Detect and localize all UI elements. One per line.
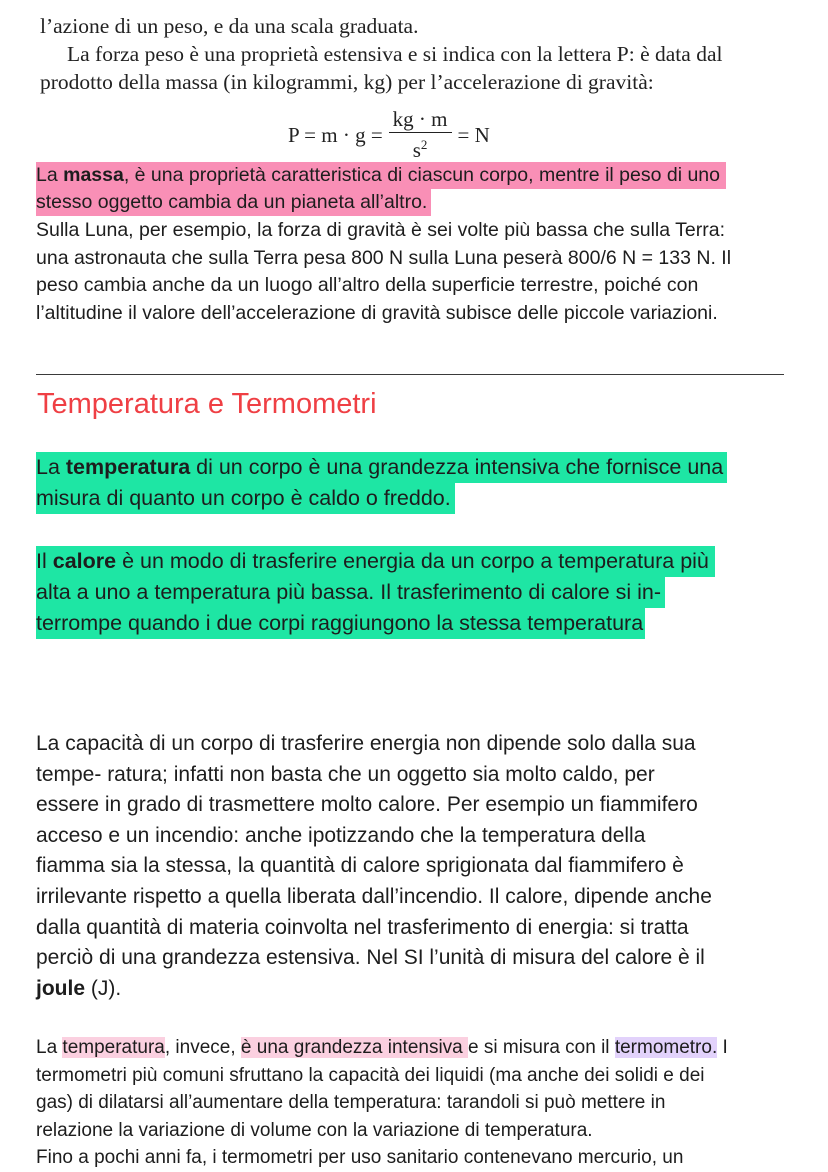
seg-si-misura: e si misura con il (468, 1037, 615, 1058)
seg-grandezza-intensiva: è una grandezza intensiva (240, 1037, 469, 1058)
capacita-paragraph (36, 729, 712, 1004)
capacita-line: essere in grado di trasmettere molto calore. Per esempio un fiammifero (36, 793, 698, 817)
formula-denominator-wrap (413, 133, 428, 162)
seg-temperatura: temperatura (62, 1037, 165, 1058)
joule-bold: joule (36, 976, 86, 1000)
massa-line-2: stesso oggetto cambia da un pianeta all’altro. (36, 189, 431, 216)
intro-line-2: La forza peso è una proprietà estensiva e si indica con la lettera P: è data dal (67, 42, 723, 66)
luna-line-4: l’altitudine il valore dell’accelerazione di gravità subisce delle piccole variazioni. (36, 301, 718, 324)
capacita-line: fiamma sia la stessa, la quantità di calore sprigionata dal fiammifero è (36, 854, 684, 878)
capacita-line: La capacità di un corpo di trasferire energia non dipende solo dalla sua (36, 732, 696, 755)
calore-definition (36, 546, 715, 639)
luna-line-3: peso cambia anche da un luogo all’altro della superficie terrestre, poiché con (36, 274, 699, 296)
intro-line-3: prodotto della massa (in kilogrammi, kg) per l’accelerazione di gravità: (40, 70, 654, 94)
capacita-line: acceso e un incendio: anche ipotizzando che la temperatura della (36, 823, 646, 847)
capacita-line: tempe- ratura; infatti non basta che un oggetto sia molto caldo, per (36, 762, 655, 786)
massa-post: , è una proprietà caratteristica di ciascun corpo, mentre il peso di uno (123, 164, 720, 186)
termometro-line: Fino a pochi anni fa, i termometri per uso sanitario contenevano mercurio, un (36, 1147, 684, 1168)
cut-off-top-line (38, 0, 798, 2)
termometro-first-line (36, 1034, 728, 1062)
seg-la: La (36, 1037, 63, 1058)
massa-pre: La (36, 164, 64, 186)
calore-line-3: terrompe quando i due corpi raggiungono la stessa temperatura (36, 608, 645, 639)
termometro-paragraph (36, 1034, 728, 1172)
termometro-line: relazione la variazione di volume con la variazione di temperatura. (36, 1119, 593, 1141)
calore-post: è un modo di trasferire energia da un corpo a temperatura più (116, 549, 709, 573)
section-divider (36, 374, 784, 375)
temperatura-post: di un corpo è una grandezza intensiva che fornisce una (190, 455, 724, 479)
formula-denominator: s (412, 138, 421, 162)
massa-line-1 (36, 162, 726, 189)
serif-intro (40, 12, 800, 96)
calore-line-1 (36, 546, 715, 577)
termometro-line: termometri più comuni sfruttano la capacità dei liquidi (ma anche dei solidi e dei (36, 1064, 705, 1086)
termometro-line: gas) di dilatarsi all’aumentare della temperatura: tarandoli si può mettere in (36, 1092, 666, 1113)
calore-bold: calore (52, 549, 117, 573)
capacita-line: dalla quantità di materia coinvolta nel trasferimento di energia: si tratta (36, 915, 689, 939)
capacita-line: irrilevante rispetto a quella liberata dall’incendio. Il calore, dipende anche (36, 884, 712, 908)
weight-formula (288, 108, 490, 162)
temperatura-line-1 (36, 452, 727, 483)
luna-paragraph (36, 217, 731, 327)
calore-line-2: alta a uno a temperatura più bassa. Il trasferimento di calore si in- (36, 577, 665, 608)
calore-pre: Il (36, 549, 53, 573)
joule-rest: (J). (85, 976, 122, 1000)
formula-lhs: P = m · g = (288, 122, 383, 147)
temperatura-definition (36, 452, 727, 514)
seg-i: I (717, 1037, 728, 1058)
temperatura-bold: temperatura (65, 455, 191, 479)
capacita-last-line (36, 974, 712, 1005)
massa-bold: massa (63, 164, 124, 186)
intro-line-1: l’azione di un peso, e da una scala graduata. (40, 14, 419, 38)
formula-rhs: = N (457, 122, 490, 147)
temperatura-pre: La (36, 455, 66, 479)
formula-exponent: 2 (420, 137, 428, 152)
formula-fraction (389, 108, 452, 162)
formula-numerator: kg · m (389, 108, 452, 133)
massa-definition (36, 162, 726, 216)
capacita-line: perciò di una grandezza estensiva. Nel SI l’unità di misura del calore è il (36, 946, 705, 970)
section-heading: Temperatura e Termometri (37, 388, 377, 420)
temperatura-line-2: misura di quanto un corpo è caldo o freddo. (36, 483, 455, 514)
luna-line-1: Sulla Luna, per esempio, la forza di gravità è sei volte più bassa che sulla Terra: (36, 219, 726, 241)
seg-termometro: termometro. (614, 1037, 718, 1058)
luna-line-2: una astronauta che sulla Terra pesa 800 N sulla Luna peserà 800/6 N = 133 N. Il (36, 246, 732, 269)
seg-invece: , invece, (164, 1037, 241, 1058)
